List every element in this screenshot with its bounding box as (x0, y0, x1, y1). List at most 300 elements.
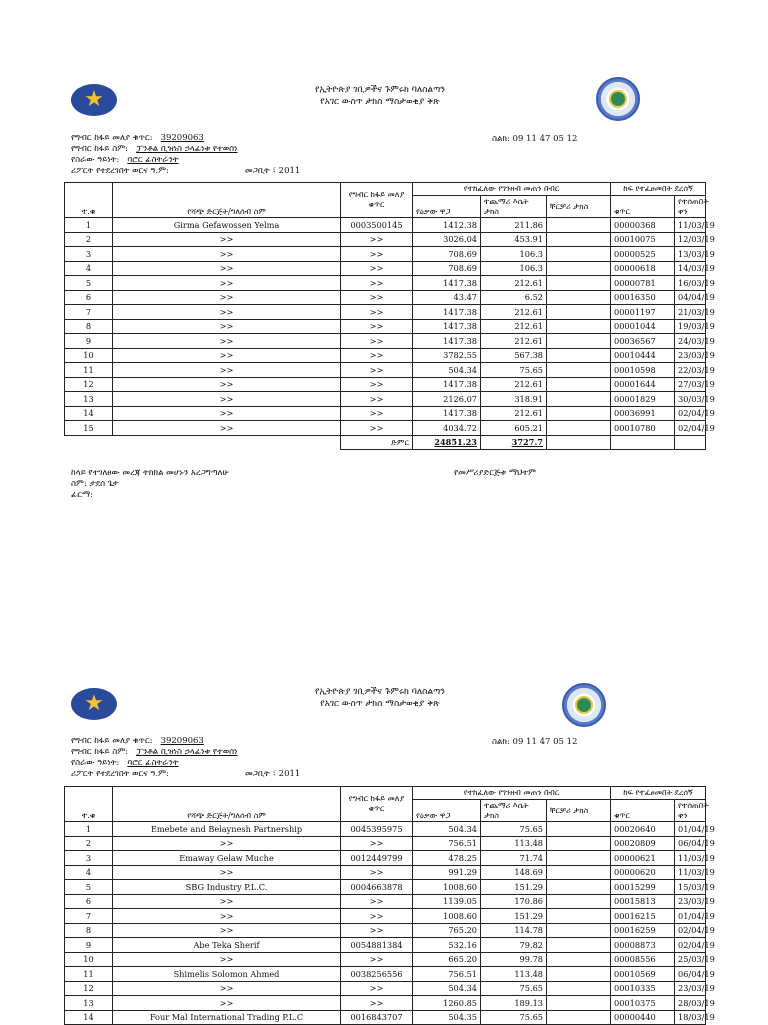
row-receipt-date: 28/03/19 (675, 996, 706, 1011)
row-price: 1412.38 (413, 218, 481, 233)
row-supplier: Emaway Gelaw Muche (113, 851, 341, 866)
row-no: 4 (65, 261, 113, 276)
row-tin: >> (341, 392, 413, 407)
row-price: 1260.85 (413, 996, 481, 1011)
row-tot (547, 836, 611, 851)
col-tin: የግብር ከፋይ መለያ ቁጥር (341, 183, 413, 218)
row-price: 1417.38 (413, 334, 481, 349)
row-tin: >> (341, 334, 413, 349)
row-supplier: >> (113, 232, 341, 247)
ethiopia-emblem-icon: ★ (71, 688, 117, 720)
row-price: 504.34 (413, 363, 481, 378)
row-no: 7 (65, 909, 113, 924)
row-tin: 0012449799 (341, 851, 413, 866)
row-receipt-no: 00010335 (611, 981, 675, 996)
col-tot: ቸርቻሪ ታክስ (547, 800, 611, 822)
row-tot (547, 421, 611, 436)
row-receipt-no: 00010075 (611, 232, 675, 247)
row-no: 10 (65, 348, 113, 363)
row-receipt-no: 00000618 (611, 261, 675, 276)
row-receipt-date: 23/03/19 (675, 348, 706, 363)
col-no: ተ.ቁ (65, 787, 113, 822)
table-2-rows (65, 822, 715, 1025)
col-supplier: የሻጭ ድርጅት/ግለሰብ ስም (113, 787, 341, 822)
col-no: ተ.ቁ (65, 183, 113, 218)
row-tot (547, 232, 611, 247)
name-value: ፓንቶል ቢዝነስ ኃላፊነቱ የተወሰነ (136, 144, 238, 154)
col-amount-group: የተከፈለው የገንዘብ መጠን በብር (413, 787, 611, 800)
col-amount-group: የተከፈለው የገንዘብ መጠን በብር (413, 183, 611, 196)
table-row (65, 377, 706, 392)
row-vat: 453.91 (481, 232, 547, 247)
business-row (71, 155, 238, 166)
row-supplier: Emebete and Belaynesh Partnership (113, 822, 341, 837)
row-tin: >> (341, 865, 413, 880)
row-vat: 212.61 (481, 319, 547, 334)
row-tin: 0016843707 (341, 1010, 413, 1025)
row-receipt-date: 21/03/19 (675, 305, 706, 320)
row-tin: >> (341, 261, 413, 276)
row-no: 4 (65, 865, 113, 880)
row-receipt-date: 25/03/19 (675, 952, 706, 967)
row-receipt-date: 01/04/19 (675, 822, 706, 837)
row-tot (547, 305, 611, 320)
row-receipt-date: 13/03/19 (675, 247, 706, 262)
row-supplier: >> (113, 319, 341, 334)
row-tot (547, 851, 611, 866)
row-supplier: >> (113, 952, 341, 967)
row-vat: 75.65 (481, 363, 547, 378)
business-value: ባሮር ፊስትራንት (127, 758, 179, 768)
row-receipt-date: 02/04/19 (675, 406, 706, 421)
row-supplier: SBG Industry P.L.C. (113, 880, 341, 895)
row-price: 756.51 (413, 967, 481, 982)
table-row (65, 1010, 706, 1025)
row-price: 708.69 (413, 261, 481, 276)
row-price: 756.51 (413, 836, 481, 851)
row-supplier: >> (113, 421, 341, 436)
row-receipt-no: 00000621 (611, 851, 675, 866)
row-supplier: >> (113, 261, 341, 276)
table-row (65, 247, 706, 262)
row-receipt-date: 02/04/19 (675, 938, 706, 953)
col-receipt-group: ከፍ የተፈፀመበት ደረሰኝ (611, 787, 706, 800)
form-page-2 (0, 600, 768, 1024)
total-label: ድምር (341, 435, 413, 450)
row-price: 478.25 (413, 851, 481, 866)
row-receipt-date: 06/04/19 (675, 836, 706, 851)
row-no: 8 (65, 319, 113, 334)
row-tin: >> (341, 363, 413, 378)
row-tin: >> (341, 909, 413, 924)
row-price: 665.20 (413, 952, 481, 967)
row-receipt-date: 04/04/19 (675, 290, 706, 305)
row-tot (547, 218, 611, 233)
row-receipt-date: 02/04/19 (675, 923, 706, 938)
row-tot (547, 406, 611, 421)
name-row (71, 747, 238, 758)
tin-value: 39209063 (160, 133, 204, 143)
col-price: የዕቃው ዋጋ (413, 800, 481, 822)
row-vat: 99.78 (481, 952, 547, 967)
row-receipt-no: 00010375 (611, 996, 675, 1011)
table-1-header (65, 183, 709, 218)
row-receipt-no: 00036567 (611, 334, 675, 349)
row-receipt-date: 18/03/19 (675, 1010, 706, 1025)
row-receipt-date: 23/03/19 (675, 981, 706, 996)
business-label: የስራው ዓይነት: (71, 155, 120, 165)
row-receipt-date: 12/03/19 (675, 232, 706, 247)
row-supplier: >> (113, 923, 341, 938)
row-no: 13 (65, 392, 113, 407)
row-no: 1 (65, 218, 113, 233)
table-row (65, 363, 706, 378)
row-receipt-no: 00016215 (611, 909, 675, 924)
row-tin: >> (341, 276, 413, 291)
row-supplier: >> (113, 996, 341, 1011)
row-no: 5 (65, 880, 113, 895)
row-tot (547, 894, 611, 909)
row-vat: 75.65 (481, 981, 547, 996)
row-tin: >> (341, 232, 413, 247)
row-receipt-no: 00016259 (611, 923, 675, 938)
row-receipt-no: 00000440 (611, 1010, 675, 1025)
row-vat: 212.61 (481, 276, 547, 291)
row-receipt-no: 00010780 (611, 421, 675, 436)
row-tot (547, 290, 611, 305)
declaration-text: ከላይ የተገለፀው መረጃ ትክክል መሆኑን አረጋግጣለሁ (71, 468, 229, 478)
heading-line-2: የአገር ውስጥ ታክስ ማስታወቂያ ቅጽ (320, 97, 440, 107)
row-receipt-no: 00001829 (611, 392, 675, 407)
name-row (71, 144, 238, 155)
row-tot (547, 247, 611, 262)
row-tin: 0038256556 (341, 967, 413, 982)
row-tot (547, 880, 611, 895)
row-no: 6 (65, 894, 113, 909)
total-blank (65, 435, 113, 450)
row-supplier: >> (113, 247, 341, 262)
table-row (65, 319, 706, 334)
row-tot (547, 1010, 611, 1025)
row-supplier: >> (113, 305, 341, 320)
tin-label: የግብር ከፋይ መለያ ቁጥር: (71, 133, 153, 143)
row-receipt-no: 00016350 (611, 290, 675, 305)
row-price: 991.29 (413, 865, 481, 880)
table-1-total (65, 435, 706, 450)
table-row (65, 967, 706, 982)
row-supplier: >> (113, 290, 341, 305)
declaration-block (71, 468, 229, 501)
row-vat: 318.91 (481, 392, 547, 407)
row-no: 8 (65, 923, 113, 938)
row-vat: 6.52 (481, 290, 547, 305)
table-row (65, 334, 706, 349)
row-receipt-no: 00008873 (611, 938, 675, 953)
total-vat: 3727.7 (511, 437, 543, 448)
table-row (65, 232, 706, 247)
row-receipt-no: 00020809 (611, 836, 675, 851)
row-tin: >> (341, 406, 413, 421)
stamp-label: የመሥሪያድርጅቱ ማህተም (454, 468, 537, 478)
row-supplier: >> (113, 276, 341, 291)
row-tin: >> (341, 996, 413, 1011)
row-tot (547, 363, 611, 378)
row-price: 1417.38 (413, 406, 481, 421)
row-price: 1417.38 (413, 276, 481, 291)
period-row (71, 769, 301, 780)
row-tot (547, 967, 611, 982)
table-row (65, 276, 706, 291)
row-price: 1417.38 (413, 305, 481, 320)
row-tin: >> (341, 290, 413, 305)
row-vat: 106.3 (481, 261, 547, 276)
row-tin: >> (341, 952, 413, 967)
table-row (65, 923, 706, 938)
total-blank (113, 435, 341, 450)
row-supplier: >> (113, 392, 341, 407)
phone-number: ስልክ: 09 11 47 05 12 (492, 134, 578, 144)
row-supplier: >> (113, 894, 341, 909)
row-receipt-no: 00000620 (611, 865, 675, 880)
row-tot (547, 334, 611, 349)
row-tin: >> (341, 348, 413, 363)
row-no: 6 (65, 290, 113, 305)
row-vat: 113.48 (481, 967, 547, 982)
row-tin: >> (341, 421, 413, 436)
table-2-header (65, 787, 709, 822)
row-supplier: >> (113, 363, 341, 378)
heading-line-1: የኢትዮጵያ ገቢዎችና ጉምሩክ ባለስልጣን (315, 687, 445, 697)
row-no: 7 (65, 305, 113, 320)
purchase-table-1 (64, 182, 715, 450)
row-price: 1008.60 (413, 909, 481, 924)
row-tin: >> (341, 894, 413, 909)
row-supplier: Shimelis Solomon Ahmed (113, 967, 341, 982)
row-tin: 0003500145 (341, 218, 413, 233)
row-vat: 75.65 (481, 822, 547, 837)
table-row (65, 865, 706, 880)
row-vat: 148.69 (481, 865, 547, 880)
taxpayer-info (71, 736, 301, 780)
period-label: ሪፖርት የተደረገበት ወርና ዓ.ም: (71, 769, 169, 779)
row-supplier: >> (113, 981, 341, 996)
row-receipt-date: 23/03/19 (675, 894, 706, 909)
authority-seal-icon (562, 683, 606, 727)
row-tot (547, 822, 611, 837)
row-tin: 0004663878 (341, 880, 413, 895)
row-receipt-date: 22/03/19 (675, 363, 706, 378)
table-row (65, 996, 706, 1011)
declarant-name: ስም: ታደሰ ጌታ (71, 479, 119, 489)
row-receipt-no: 00010569 (611, 967, 675, 982)
row-price: 1417.38 (413, 377, 481, 392)
row-tot (547, 348, 611, 363)
table-row (65, 406, 706, 421)
row-tot (547, 865, 611, 880)
row-price: 1417.38 (413, 319, 481, 334)
row-no: 11 (65, 967, 113, 982)
row-no: 5 (65, 276, 113, 291)
col-price: የዕቃው ዋጋ (413, 196, 481, 218)
col-tin: የግብር ከፋይ መለያ ቁጥር (341, 787, 413, 822)
tin-row (71, 133, 238, 144)
name-label: የግብር ከፋይ ስም: (71, 144, 129, 154)
row-supplier: >> (113, 377, 341, 392)
table-row (65, 218, 706, 233)
row-receipt-date: 11/03/19 (675, 218, 706, 233)
row-vat: 151.29 (481, 909, 547, 924)
row-no: 12 (65, 377, 113, 392)
row-tin: 0045395975 (341, 822, 413, 837)
phone-number: ስልክ: 09 11 47 05 12 (492, 737, 578, 747)
table-row (65, 305, 706, 320)
row-supplier: >> (113, 348, 341, 363)
row-supplier: Four Mal International Trading P.L.C (113, 1010, 341, 1025)
row-price: 2126.07 (413, 392, 481, 407)
row-tot (547, 276, 611, 291)
row-receipt-no: 00001044 (611, 319, 675, 334)
table-row (65, 261, 706, 276)
row-tot (547, 319, 611, 334)
row-vat: 567.38 (481, 348, 547, 363)
heading-line-2: የአገር ውስጥ ታክስ ማስታወቂያ ቅጽ (320, 699, 440, 709)
table-row (65, 880, 706, 895)
row-receipt-no: 00000368 (611, 218, 675, 233)
table-row (65, 938, 706, 953)
row-vat: 212.61 (481, 406, 547, 421)
row-receipt-date: 15/03/19 (675, 880, 706, 895)
period-label: ሪፖርት የተደረገበት ወርና ዓ.ም: (71, 166, 169, 176)
row-receipt-date: 24/03/19 (675, 334, 706, 349)
row-receipt-no: 00036991 (611, 406, 675, 421)
row-price: 765.20 (413, 923, 481, 938)
row-vat: 71.74 (481, 851, 547, 866)
row-receipt-no: 00000781 (611, 276, 675, 291)
row-receipt-no: 00001197 (611, 305, 675, 320)
table-row (65, 981, 706, 996)
col-supplier: የሻጭ ድርጅት/ግለሰብ ስም (113, 183, 341, 218)
col-receipt-no: ቁጥር (611, 196, 675, 218)
row-vat: 79.82 (481, 938, 547, 953)
row-tin: >> (341, 377, 413, 392)
row-tin: >> (341, 981, 413, 996)
row-vat: 189.13 (481, 996, 547, 1011)
row-vat: 212.61 (481, 334, 547, 349)
row-vat: 212.61 (481, 377, 547, 392)
row-vat: 151.29 (481, 880, 547, 895)
row-price: 3782.55 (413, 348, 481, 363)
col-receipt-no: ቁጥር (611, 800, 675, 822)
row-tin: >> (341, 319, 413, 334)
signature-line: ፊርማ: (71, 490, 94, 500)
tin-label: የግብር ከፋይ መለያ ቁጥር: (71, 736, 153, 746)
tin-value: 39209063 (160, 736, 204, 746)
row-receipt-date: 19/03/19 (675, 319, 706, 334)
row-supplier: >> (113, 909, 341, 924)
col-receipt-date: የተሰጠበት ቀን (675, 800, 706, 822)
business-row (71, 758, 238, 769)
heading-line-1: የኢትዮጵያ ገቢዎችና ጉምሩክ ባለስልጣን (315, 85, 445, 95)
row-price: 504.34 (413, 822, 481, 837)
row-receipt-date: 06/04/19 (675, 967, 706, 982)
taxpayer-info (71, 133, 301, 177)
total-price: 24851.23 (434, 437, 477, 448)
row-receipt-date: 11/03/19 (675, 851, 706, 866)
table-row (65, 421, 706, 436)
row-tin: 0054881384 (341, 938, 413, 953)
row-price: 3026.04 (413, 232, 481, 247)
row-vat: 170.86 (481, 894, 547, 909)
row-price: 43.47 (413, 290, 481, 305)
col-tot: ቸርቻሪ ታክስ (547, 196, 611, 218)
row-tin: >> (341, 836, 413, 851)
row-price: 504.35 (413, 1010, 481, 1025)
table-row (65, 392, 706, 407)
row-no: 13 (65, 996, 113, 1011)
row-tin: >> (341, 305, 413, 320)
table-row (65, 348, 706, 363)
row-receipt-no: 00000525 (611, 247, 675, 262)
row-receipt-no: 00010598 (611, 363, 675, 378)
row-tot (547, 377, 611, 392)
row-supplier: >> (113, 865, 341, 880)
name-label: የግብር ከፋይ ስም: (71, 747, 129, 757)
row-no: 2 (65, 836, 113, 851)
table-1-rows (65, 218, 715, 436)
row-tot (547, 261, 611, 276)
total-tot (547, 435, 611, 450)
row-tot (547, 938, 611, 953)
row-supplier: >> (113, 334, 341, 349)
row-receipt-no: 00001644 (611, 377, 675, 392)
row-receipt-no: 00008556 (611, 952, 675, 967)
row-receipt-date: 30/03/19 (675, 392, 706, 407)
row-receipt-date: 27/03/19 (675, 377, 706, 392)
table-row (65, 952, 706, 967)
row-tin: >> (341, 923, 413, 938)
form-heading (200, 686, 560, 710)
table-row (65, 836, 706, 851)
tin-row (71, 736, 238, 747)
row-no: 14 (65, 406, 113, 421)
table-row (65, 822, 706, 837)
row-no: 10 (65, 952, 113, 967)
row-vat: 114.78 (481, 923, 547, 938)
row-price: 1139.05 (413, 894, 481, 909)
row-vat: 212.61 (481, 305, 547, 320)
row-price: 1008.60 (413, 880, 481, 895)
row-receipt-no: 00010444 (611, 348, 675, 363)
row-tot (547, 952, 611, 967)
table-row (65, 851, 706, 866)
row-no: 2 (65, 232, 113, 247)
purchase-table-2 (64, 786, 715, 1025)
col-vat: ተጨማሪ እሴት ታክስ (481, 196, 547, 218)
row-price: 532.16 (413, 938, 481, 953)
name-value: ፓንቶል ቢዝነስ ኃላፊነቱ የተወሰነ (136, 747, 238, 757)
row-no: 9 (65, 938, 113, 953)
row-price: 708.69 (413, 247, 481, 262)
row-receipt-date: 01/04/19 (675, 909, 706, 924)
row-supplier: >> (113, 836, 341, 851)
row-price: 4034.72 (413, 421, 481, 436)
row-no: 1 (65, 822, 113, 837)
row-tot (547, 923, 611, 938)
row-no: 3 (65, 247, 113, 262)
form-heading (200, 84, 560, 108)
row-vat: 75.65 (481, 1010, 547, 1025)
row-receipt-date: 02/04/19 (675, 421, 706, 436)
